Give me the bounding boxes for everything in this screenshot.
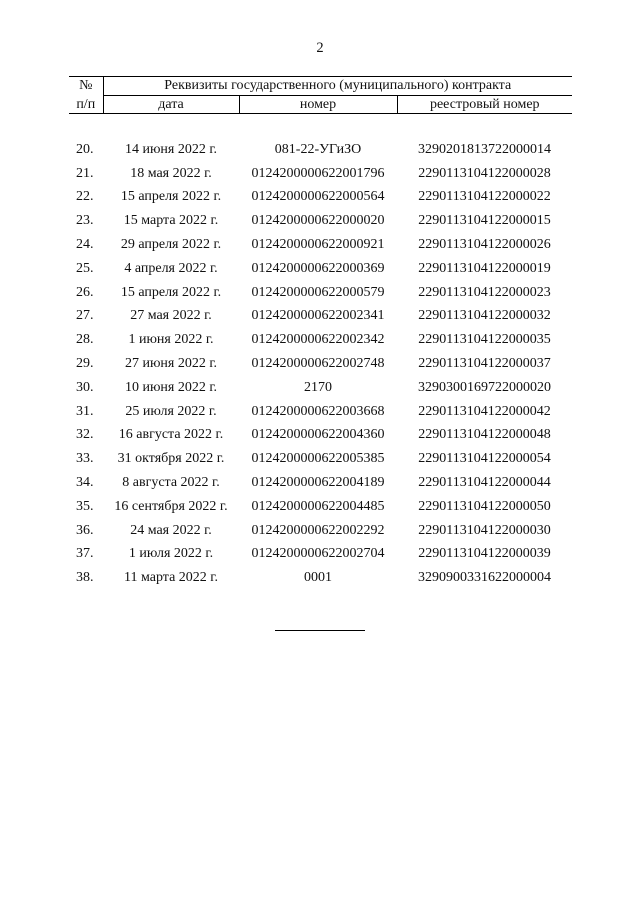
page-number: 2: [316, 40, 324, 56]
contract-number-cell: 0124200000622004189: [251, 474, 385, 490]
registry-number-cell: 2290113104122000028: [418, 165, 551, 181]
contract-date-cell: 16 сентября 2022 г.: [114, 498, 228, 514]
contract-number-cell: 0124200000622002341: [251, 308, 385, 324]
row-number-cell: 30.: [76, 379, 94, 395]
row-number-cell: 26.: [76, 284, 94, 300]
table-row: [69, 423, 572, 447]
footer-separator-line: [275, 630, 365, 631]
registry-number-cell: 2290113104122000023: [418, 284, 551, 300]
registry-number-cell: 2290113104122000048: [418, 427, 551, 443]
contract-date-cell: 1 июня 2022 г.: [128, 332, 214, 348]
row-number-cell: 25.: [76, 260, 94, 276]
contract-number-cell: 0124200000622000579: [251, 284, 385, 300]
registry-number-cell: 2290113104122000015: [418, 213, 551, 229]
table-body: [69, 114, 572, 590]
row-number-cell: 23.: [76, 213, 94, 229]
contract-number-cell: 0124200000622000921: [251, 236, 385, 252]
row-number-cell: 21.: [76, 165, 94, 181]
contract-number-cell: 0124200000622004360: [251, 427, 385, 443]
table-row: [69, 162, 572, 186]
contract-date-cell: 18 мая 2022 г.: [130, 165, 212, 181]
table-subheader-row: [69, 96, 572, 114]
row-number-cell: 36.: [76, 522, 94, 538]
contract-number-cell: 0124200000622003668: [251, 403, 385, 419]
table-spacer-row: [69, 114, 572, 138]
registry-number-cell: 2290113104122000035: [418, 332, 551, 348]
registry-number-cell: 2290113104122000042: [418, 403, 551, 419]
contract-date-cell: 15 апреля 2022 г.: [120, 284, 222, 300]
table-row: [69, 376, 572, 400]
table-row: [69, 138, 572, 162]
row-number-cell: 33.: [76, 451, 94, 467]
row-number-cell: 24.: [76, 236, 94, 252]
contract-number-cell: 0124200000622005385: [251, 451, 385, 467]
contract-number-cell: 0124200000622002292: [251, 522, 385, 538]
registry-number-cell: 2290113104122000030: [418, 522, 551, 538]
contract-date-cell: 27 июня 2022 г.: [124, 355, 218, 371]
table-row: [69, 352, 572, 376]
row-number-cell: 34.: [76, 474, 94, 490]
table-row: [69, 519, 572, 543]
registry-number-column-header: реестровый номер: [397, 96, 572, 114]
table-row: [69, 471, 572, 495]
contract-date-cell: 4 апреля 2022 г.: [124, 260, 218, 276]
contract-number-cell: 0124200000622000369: [251, 260, 385, 276]
contract-date-cell: 11 марта 2022 г.: [124, 570, 218, 586]
registry-number-cell: 2290113104122000050: [418, 498, 551, 514]
registry-number-cell: 2290113104122000032: [418, 308, 551, 324]
row-number-cell: 20.: [76, 141, 94, 157]
registry-number-cell: 2290113104122000026: [418, 236, 551, 252]
contract-number-cell: 0124200000622000020: [251, 213, 385, 229]
date-column-header: дата: [103, 96, 239, 114]
table-row: [69, 542, 572, 566]
table-header-row: [69, 77, 572, 96]
table-row: [69, 233, 572, 257]
contract-number-cell: 0124200000622004485: [251, 498, 385, 514]
contracts-table: [69, 76, 572, 590]
row-number-cell: 22.: [76, 189, 94, 205]
row-number-cell: 32.: [76, 427, 94, 443]
contract-number-cell: 0124200000622002704: [251, 546, 385, 562]
row-number-cell: 31.: [76, 403, 94, 419]
table-row: [69, 209, 572, 233]
row-number-cell: 27.: [76, 308, 94, 324]
table-row: [69, 400, 572, 424]
row-number-cell: 29.: [76, 355, 94, 371]
table-row: [69, 257, 572, 281]
contract-date-cell: 14 июня 2022 г.: [124, 141, 218, 157]
row-number-cell: 37.: [76, 546, 94, 562]
table-row: [69, 495, 572, 519]
table-row: [69, 328, 572, 352]
contract-number-cell: 081-22-УГиЗО: [274, 141, 362, 157]
contract-date-cell: 24 мая 2022 г.: [130, 522, 212, 538]
registry-number-cell: 3290201813722000014: [418, 141, 551, 157]
num-column-header-top: №: [69, 77, 103, 96]
registry-number-cell: 2290113104122000019: [418, 260, 551, 276]
contract-date-cell: 15 апреля 2022 г.: [120, 189, 222, 205]
registry-number-cell: 2290113104122000054: [418, 451, 551, 467]
contract-date-cell: 29 апреля 2022 г.: [120, 236, 222, 252]
registry-number-cell: 2290113104122000037: [418, 355, 551, 371]
table-row: [69, 447, 572, 471]
contract-details-group-header: Реквизиты государственного (муниципального) контракта: [103, 77, 572, 96]
contract-number-cell: 0001: [304, 570, 332, 586]
contract-date-cell: 25 июля 2022 г.: [125, 403, 217, 419]
contract-number-cell: 2170: [304, 379, 332, 395]
contract-date-cell: 10 июня 2022 г.: [124, 379, 218, 395]
contract-date-cell: 16 августа 2022 г.: [118, 427, 224, 443]
number-column-header: номер: [239, 96, 397, 114]
row-number-cell: 28.: [76, 332, 94, 348]
table-row: [69, 185, 572, 209]
contract-date-cell: 27 мая 2022 г.: [130, 308, 212, 324]
contract-date-cell: 15 марта 2022 г.: [123, 213, 219, 229]
row-number-cell: 35.: [76, 498, 94, 514]
row-number-cell: 38.: [76, 570, 94, 586]
contract-number-cell: 0124200000622001796: [251, 165, 385, 181]
registry-number-cell: 3290900331622000004: [418, 570, 551, 586]
table-row: [69, 566, 572, 590]
table-header: [69, 77, 572, 114]
registry-number-cell: 2290113104122000044: [418, 474, 551, 490]
contract-number-cell: 0124200000622002748: [251, 355, 385, 371]
contract-date-cell: 1 июля 2022 г.: [128, 546, 214, 562]
table-row: [69, 281, 572, 305]
registry-number-cell: 2290113104122000039: [418, 546, 551, 562]
registry-number-cell: 3290300169722000020: [418, 379, 551, 395]
contract-number-cell: 0124200000622000564: [251, 189, 385, 205]
contract-number-cell: 0124200000622002342: [251, 332, 385, 348]
contract-date-cell: 31 октября 2022 г.: [117, 451, 225, 467]
num-column-header-bottom: п/п: [69, 96, 103, 114]
registry-number-cell: 2290113104122000022: [418, 189, 551, 205]
contract-date-cell: 8 августа 2022 г.: [122, 474, 220, 490]
table-row: [69, 304, 572, 328]
